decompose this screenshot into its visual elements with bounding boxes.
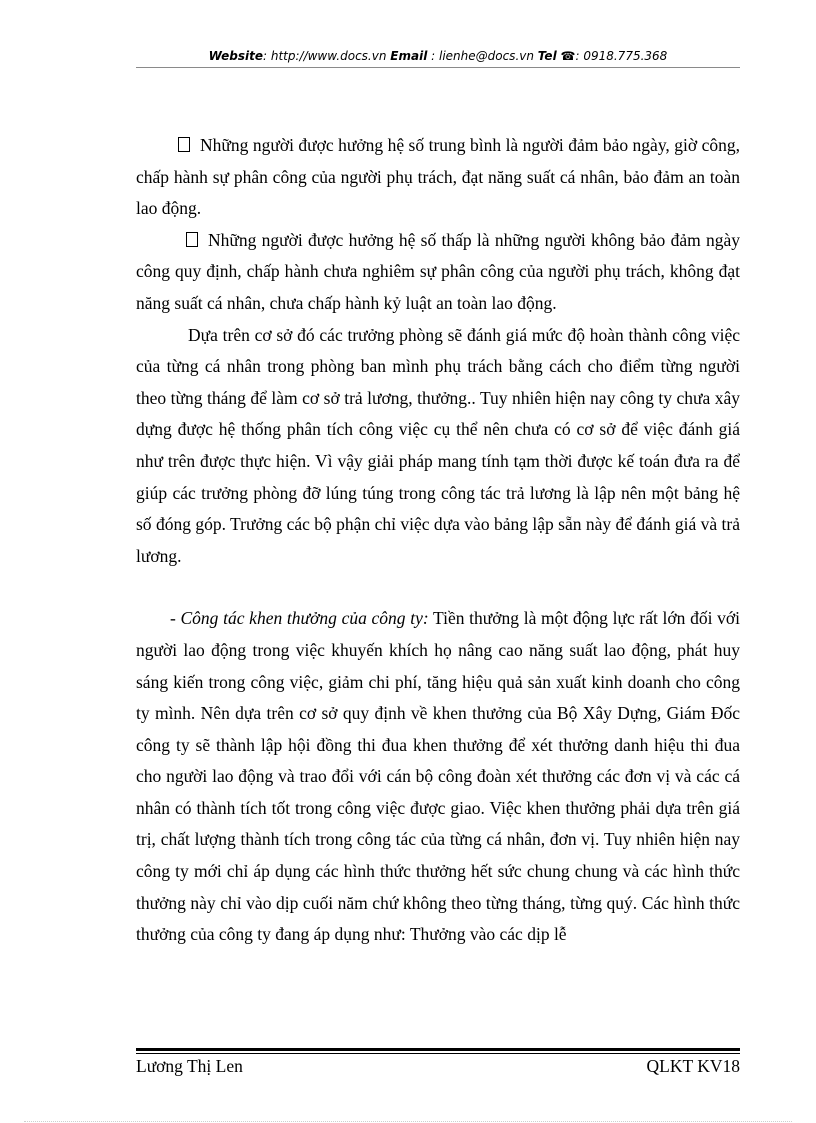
phone-icon: ☎ (560, 49, 576, 63)
checkbox-bullet-icon (178, 137, 190, 152)
page-header (136, 48, 740, 64)
footer-author: Lương Thị Len (136, 1056, 243, 1076)
tel-value: : 0918.775.368 (575, 49, 668, 63)
footer-class: QLKT KV18 (646, 1056, 740, 1076)
footer-rule-thick (136, 1048, 740, 1051)
page-edge-divider (24, 1121, 792, 1122)
footer-rule-thin (136, 1053, 740, 1054)
paragraph-4-text: Tiền thưởng là một động lực rất lớn đối với người lao động trong việc khuyến khích họ nâng cao năng suất lao động, phát huy sáng kiến trong công việc, giảm chi phí, tăng hiệu quả sản xuất kinh doanh cho công ty mình. Nên dựa trên cơ sở quy định về khen thưởng của Bộ Xây Dựng, Giám Đốc công ty sẽ thành lập hội đồng thi đua khen thưởng để xét thưởng danh hiệu thi đua cho người lao động và trao đổi với cán bộ công đoàn xét thưởng các đơn vị và các cá nhân có thành tích tốt trong công việc được giao. Việc khen thưởng phải dựa trên giá trị, chất lượng thành tích trong công tác của từng cá nhân, đơn vị. Tuy nhiên hiện nay công ty mới chỉ áp dụng các hình thức thưởng hết sức chung chung và các hình thức thưởng này chỉ vào dịp cuối năm chứ không theo từng tháng, từng quý. Các hình thức thưởng của công ty đang áp dụng như: Thưởng vào các dịp lễ (136, 608, 740, 945)
paragraph-2 (136, 225, 740, 320)
paragraph-4 (136, 603, 740, 951)
website-label: Website (208, 49, 263, 63)
tel-label: Tel (537, 49, 557, 63)
document-body (136, 130, 740, 951)
header-rule (136, 67, 740, 68)
website-value: : http://www.docs.vn (263, 49, 387, 63)
paragraph-2-text: Những người được hưởng hệ số thấp là những người không bảo đảm ngày công quy định, chấp hành chưa nghiêm sự phân công của người phụ trách, không đạt năng suất cá nhân, chưa chấp hành kỷ luật an toàn lao động. (136, 229, 740, 313)
email-value: : lienhe@docs.vn (427, 49, 534, 63)
checkbox-bullet-icon (186, 232, 198, 247)
email-label: Email (390, 49, 428, 63)
paragraph-3: Dựa trên cơ sở đó các trưởng phòng sẽ đánh giá mức độ hoàn thành công việc của từng cá nhân trong phòng ban mình phụ trách bằng cách cho điểm từng người theo từng tháng để làm cơ sở trả lương, thưởng.. Tuy nhiên hiện nay công ty chưa xây dựng được hệ thống phân tích công việc cụ thể nên chưa có cơ sở để việc đánh giá như trên được thực hiện. Vì vậy giải pháp mang tính tạm thời được kế toán đưa ra để giúp các trưởng phòng đỡ lúng túng trong công tác trả lương là lập nên một bảng hệ số đóng góp. Trưởng các bộ phận chỉ việc dựa vào bảng lập sẵn này để đánh giá và trả lương. (136, 324, 740, 566)
paragraph-1 (136, 130, 740, 225)
section-lead-italic: - Công tác khen thưởng của công ty: (170, 608, 429, 629)
paragraph-1-text: Những người được hưởng hệ số trung bình là người đảm bảo ngày, giờ công, chấp hành sự phân công của người phụ trách, đạt năng suất cá nhân, bảo đảm an toàn lao động. (136, 135, 740, 219)
